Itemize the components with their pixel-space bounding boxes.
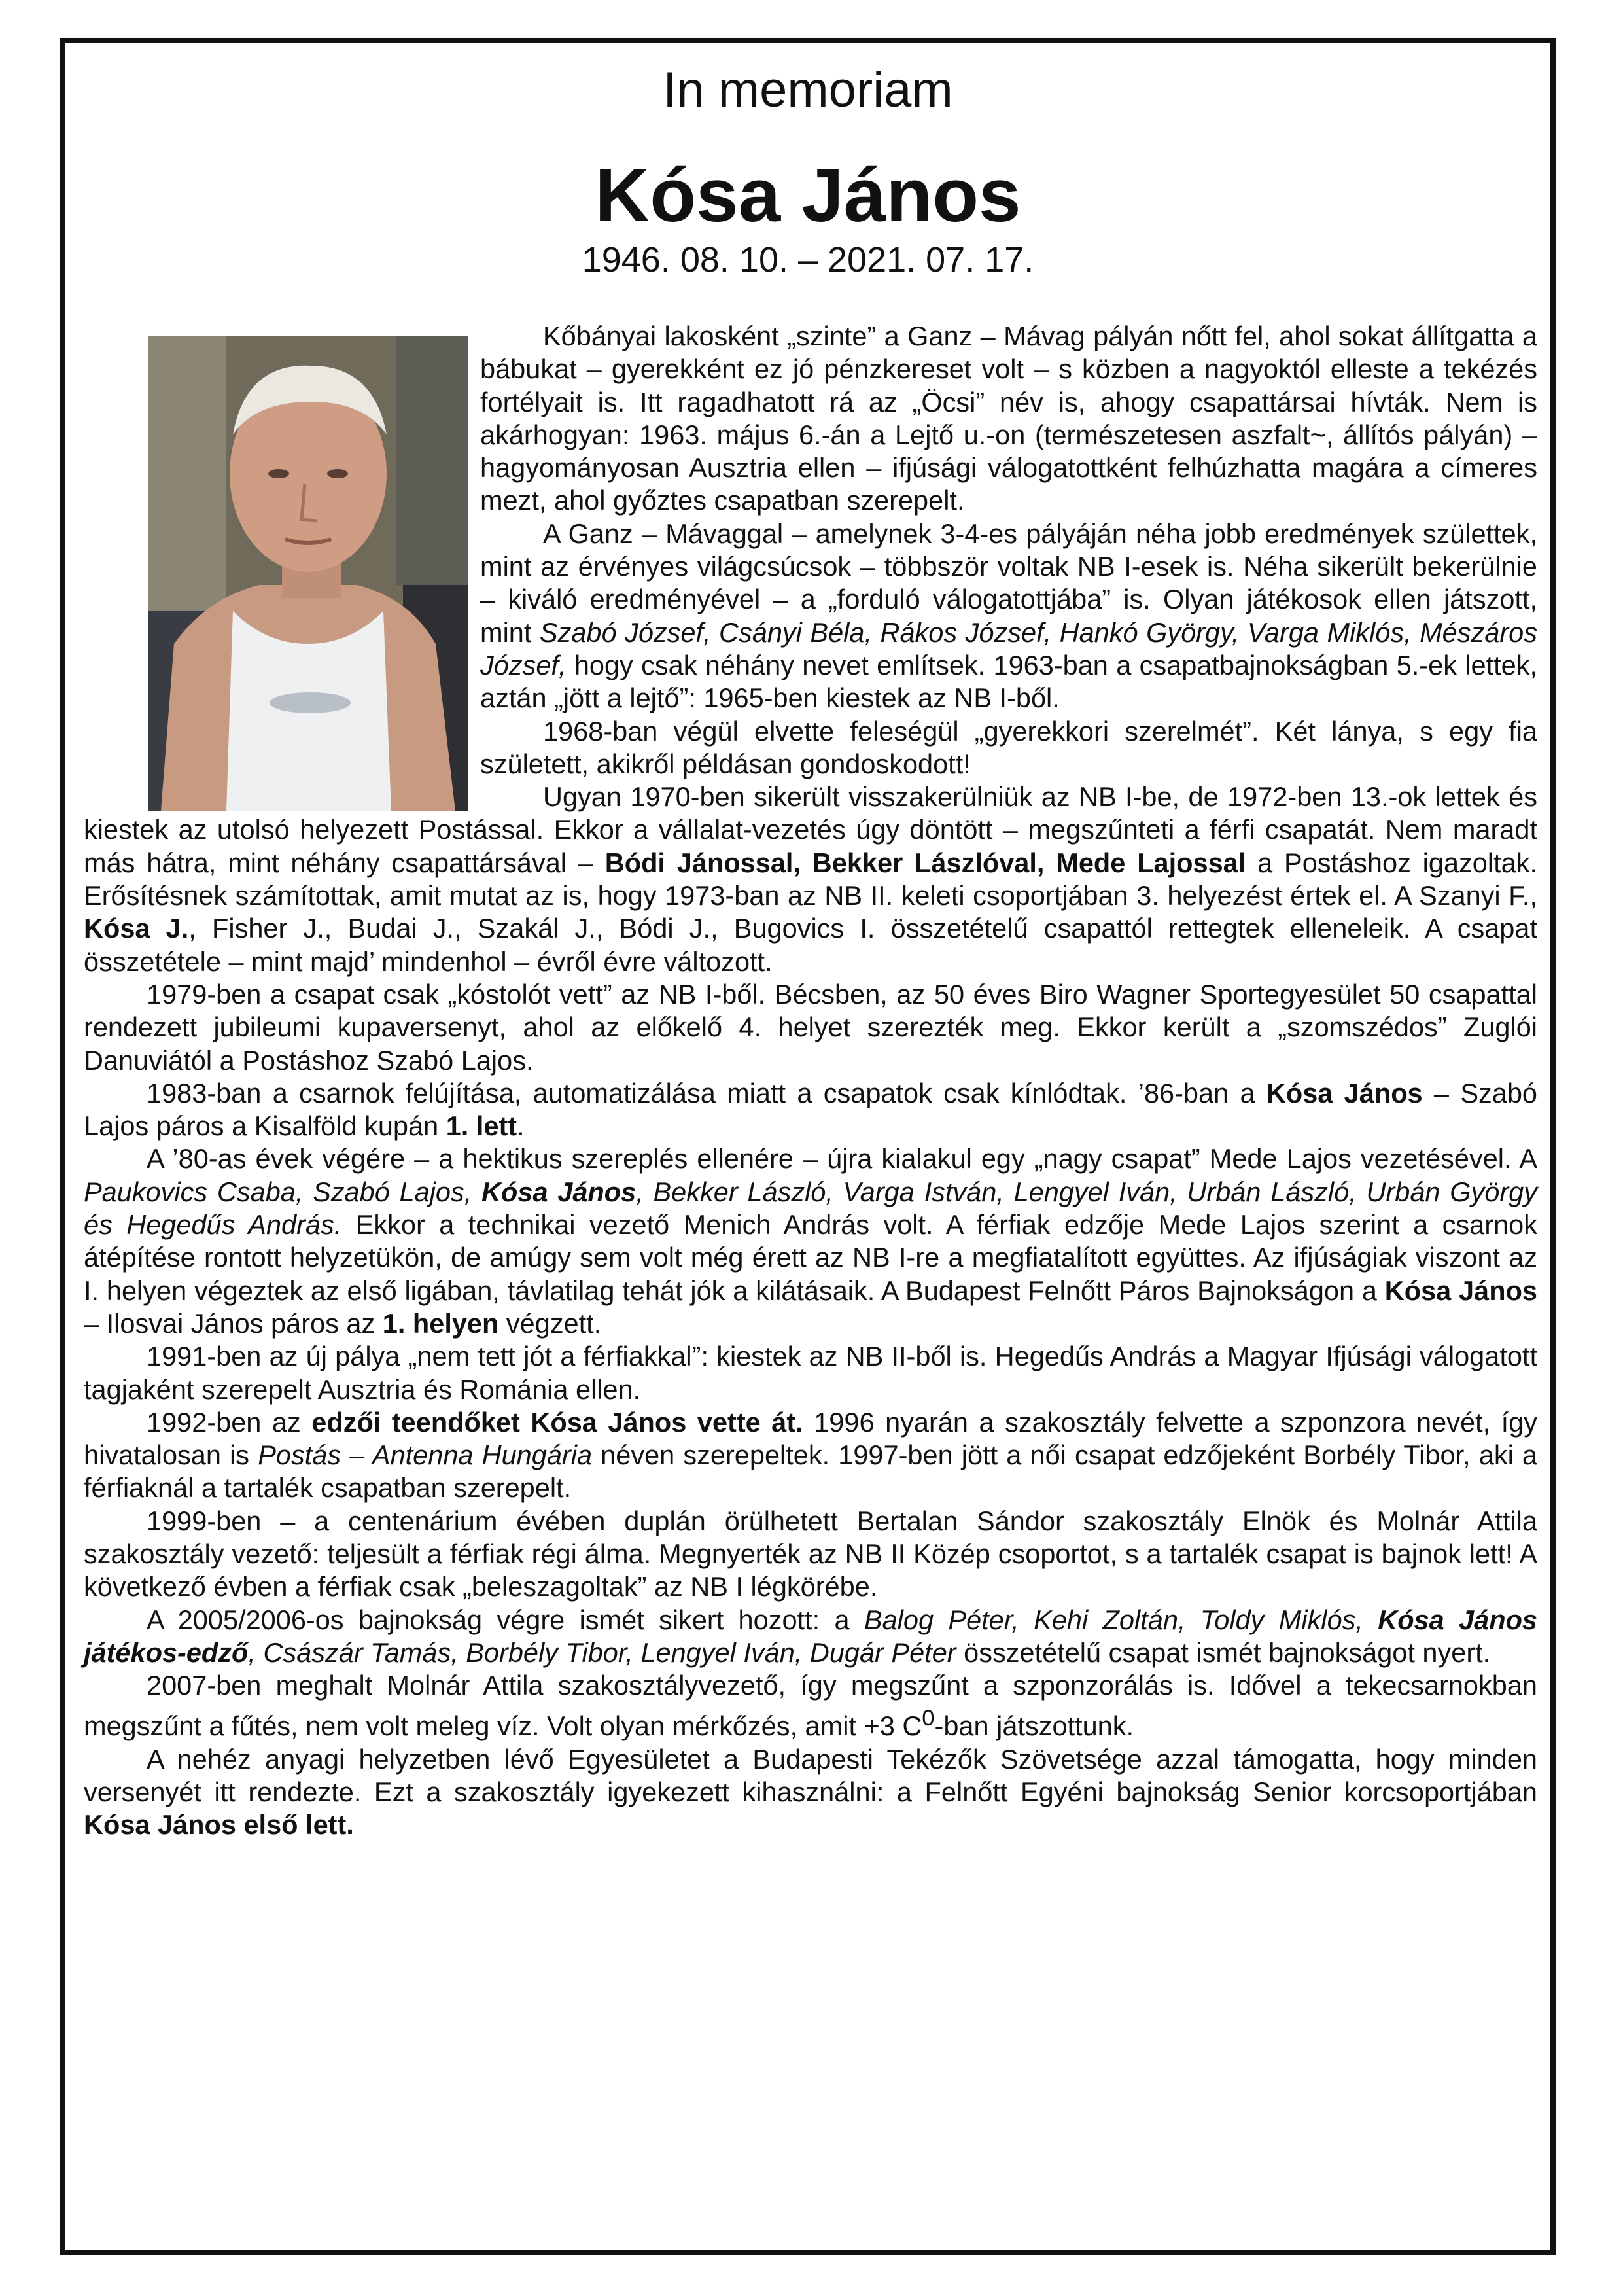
p6-text-3: . [517,1110,525,1142]
paragraph-5 [84,978,1537,1077]
memoriam-heading: In memoriam [663,62,953,118]
p1-text: Kőbányai lakosként „szinte” a Ganz – Mávag pályán nőtt fel, ahol sokat állítgatta a bábukat – gyerekként ez jó pénzkereset volt – s közben a nagyoktól elleste a tekézés fortélyait is. Itt ragadhatott rá az „Öcsi” név is, ahogy csapattársai hívták. Nem is akárhogyan: 1963. május 6.-án a Lejtő u.-on (természetesen aszfalt~, állítós pályán) – hagyományosan Ausztria ellen – ifjúsági válogatottként felhúzhatta magára a címeres mezt, ahol győztes csapatban szerepelt. [480,321,1537,516]
p4-text-3: , Fisher J., Budai J., Szakál J., Bódi J., Bugovics I. összetételű csapattól rettegtek elleneleik. A csapat összetétele – mint majd’ mindenhol – évről évre változott. [84,913,1537,977]
p7-bold-result: 1. helyen [382,1307,499,1339]
person-name: Kósa János [595,152,1021,238]
p9-text-1: 1992-ben az [147,1406,312,1438]
paragraph-12 [84,1669,1537,1742]
p13-bold-result: Kósa János első lett. [84,1809,354,1841]
p6-text-2: – Szabó Lajos páros a Kisalföld kupán [84,1077,1538,1142]
p4-bold-names: Bódi Jánossal, Bekker Lászlóval, Mede Lajossal [604,847,1246,878]
p13-text-1: A nehéz anyagi helyzetben lévő Egyesületet a Budapesti Tekézők Szövetsége azzal támogatta, hogy minden versenyét itt rendezte. Ezt a szakosztály igyekezett kihasználni: a Felnőtt Egyéni bajnokság Senior korcsoportjában [84,1743,1537,1807]
p4-text-1: Ugyan 1970-ben sikerült visszakerülniük az NB I-be, de 1972-ben 13.-ok lettek és kiestek az utolsó helyezett Postással. Ekkor a vállalat-vezetés úgy döntött – megszűnteti a férfi csapatát. Nem maradt más hátra, mint néhány csapattársával – [84,781,1537,878]
p11-bold-italic-kosa: Kósa János játékos-edző [84,1604,1537,1668]
paragraph-7 [84,1142,1537,1340]
p6-bold-result: 1. lett [445,1110,517,1142]
p8-text: 1991-ben az új pálya „nem tett jót a férfiakkal”: kiestek az NB II-ből is. Hegedűs András a Magyar Ifjúsági válogatott tagjaként szerepelt Ausztria és Románia ellen. [84,1341,1537,1405]
p7-text-2: Ekkor a technikai vezető Menich András volt. A férfiak edzője Mede Lajos szerint a csarnok átépítése rontott helyzetükön, de amúgy sem volt még érett az NB I-re a megfiatalított együttes. Az ifjúságiak viszont az I. helyen végeztek az első ligában, távlatilag tehát jók a kilátásaik. A Budapest Felnőtt Páros Bajnokságon a [84,1209,1537,1306]
p2-italic-names: Szabó József, Csányi Béla, Rákos József, Hankó György, Varga Miklós, Mészáros József, [480,616,1537,680]
p11-italic-1: Balog Péter, Kehi Zoltán, Toldy Miklós, [864,1604,1378,1635]
p6-bold-kosa: Kósa János [1266,1077,1423,1108]
paragraph-10 [84,1505,1537,1604]
p7-bold-italic-kosa: Kósa János [481,1176,637,1207]
p2-text-1: A Ganz – Mávaggal – amelynek 3-4-es pályáján néha jobb eredmények születtek, mint az érvényes világcsúcsok – többször voltak NB I-esek is. Néha sikerült bekerülnie – kiváló eredményével – a „forduló válogatottjába” is. Olyan játékosok ellen játszott, mint [480,518,1537,648]
p9-italic-club: Postás – Antenna Hungária [258,1439,593,1471]
p9-text-3: néven szerepeltek. 1997-ben jött a női csapat edzőjeként Borbély Tibor, aki a férfiaknál a tartalék csapatban szerepelt. [84,1439,1538,1504]
p7-bold-kosa: Kósa János [1384,1275,1537,1306]
p3-text: 1968-ban végül elvette feleségül „gyerekkori szerelmét”. Két lánya, s egy fia született, akikről példásan gondoskodott! [480,715,1537,779]
paragraph-11 [84,1604,1537,1670]
p9-bold-coach: edzői teendőket Kósa János vette át. [311,1406,803,1438]
paragraph-13 [84,1743,1537,1842]
paragraph-6 [84,1077,1537,1143]
p4-text-2: a Postáshoz igazoltak. Erősítésnek számítottak, amit mutat az is, hogy 1973-ban az NB II. keleti csoportjában 3. helyezést értek el. A Szanyi F., [84,847,1537,911]
p7-italic-1: Paukovics Csaba, Szabó Lajos, [84,1176,482,1207]
biography-text [84,320,1537,1841]
p7-text-1: A ’80-as évek végére – a hektikus szereplés ellenére – újra kialakul egy „nagy csapat” Mede Lajos vezetésével. A [147,1143,1537,1174]
p5-text: 1979-ben a csapat csak „kóstolót vett” az NB I-ből. Bécsben, az 50 éves Biro Wagner Sportegyesület 50 csapattal rendezett jubileumi kupaversenyt, ahol az előkelő 4. helyet szerezték meg. Ekkor került a „szomszédos” Zuglói Danuviától a Postáshoz Szabó Lajos. [84,978,1537,1076]
p6-text-1: 1983-ban a csarnok felújítása, automatizálása miatt a csapatok csak kínlódtak. ’86-ban a [147,1077,1266,1108]
paragraph-8 [84,1340,1537,1406]
p12-superscript: 0 [922,1706,935,1731]
p11-text-1: A 2005/2006-os bajnokság végre ismét sikert hozott: a [147,1604,864,1635]
p10-text: 1999-ben – a centenárium évében duplán örülhetett Bertalan Sándor szakosztály Elnök és Molnár Attila szakosztály vezető: teljesült a férfiak régi álma. Megnyerték az NB II Közép csoportot, s a tartalék csapat is bajnok lett! A következő évben a férfiak csak „beleszagoltak” az NB I légkörébe. [84,1505,1537,1602]
paragraph-9 [84,1406,1537,1505]
p7-italic-2: , Bekker László, Varga István, Lengyel Iván, Urbán László, Urbán György és Hegedűs András. [84,1176,1537,1241]
p4-bold-kosa: Kósa J. [84,913,189,944]
photo-text-wrap-space [84,320,480,812]
p7-text-4: végzett. [498,1307,602,1339]
p9-text-2: 1996 nyarán a szakosztály felvette a szponzora nevét, így hivatalosan is [84,1406,1537,1471]
life-dates: 1946. 08. 10. – 2021. 07. 17. [582,240,1034,279]
p12-text-1: 2007-ben meghalt Molnár Attila szakosztályvezető, így megszűnt a szponzorálás is. Idővel a tekecsarnokban megszűnt a fűtés, nem volt meleg víz. Volt olyan mérkőzés, amit +3 C [84,1670,1537,1742]
p12-text-2: -ban játszottunk. [934,1710,1134,1742]
p11-italic-2: , Császár Tamás, Borbély Tibor, Lengyel Iván, Dugár Péter [248,1636,956,1668]
p2-text-2: hogy csak néhány nevet említsek. 1963-ban a csapatbajnokságban 5.-ek lettek, aztán „jött a lejtő”: 1965-ben kiestek az NB I-ből. [480,649,1537,714]
p7-text-3: – Ilosvai János páros az [84,1307,383,1339]
p11-text-2: összetételű csapat ismét bajnokságot nyert. [956,1636,1491,1668]
